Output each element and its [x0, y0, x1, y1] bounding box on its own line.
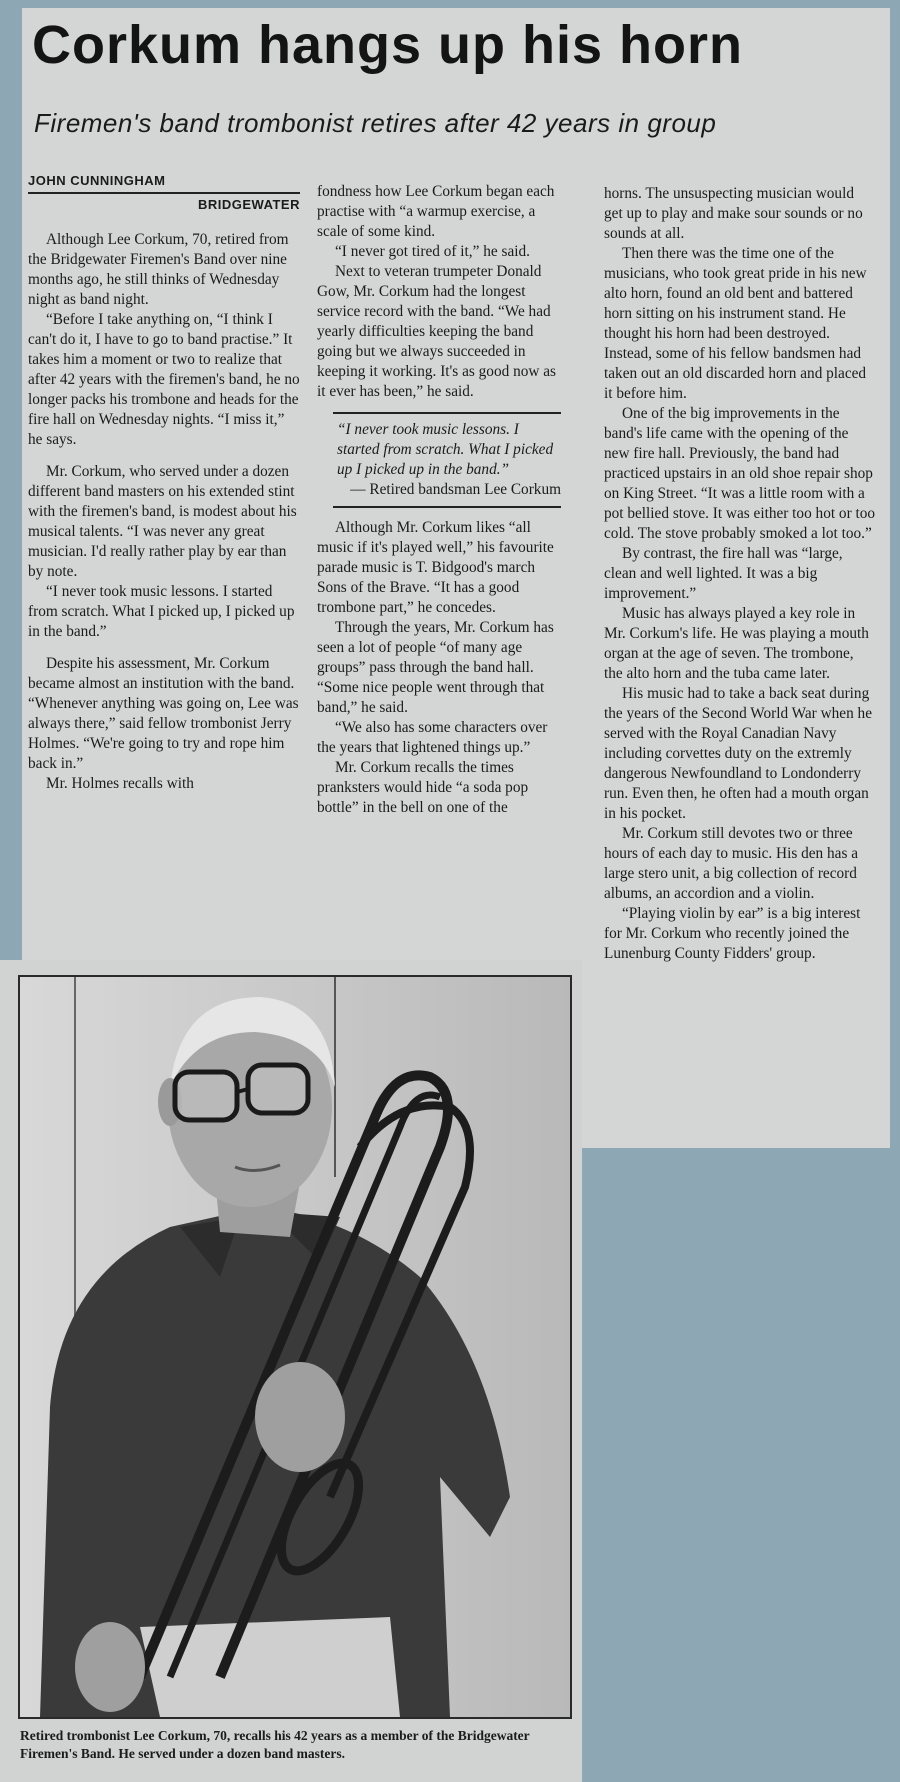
- paragraph: His music had to take a back seat during the years of the Second World War when he served with the Royal Canadian Navy including corvettes duty on the extremly dangerous Newfoundland to Londonderry run. Even then, he often had a mouth organ in his pocket.: [604, 685, 872, 822]
- paragraph: “I never took music lessons. I started from scratch. What I picked up, I picked up in the band.”: [28, 583, 295, 640]
- paragraph: Music has always played a key role in Mr. Corkum's life. He was playing a mouth organ at the age of seven. The trombone, the alto horn and the tuba came later.: [604, 605, 869, 682]
- paragraph: Despite his assessment, Mr. Corkum became almost an institution with the band. “Whenever anything was going on, Lee was always there,” said fellow trombonist Jerry Holmes. “We're going to try and rope him back in.”: [28, 655, 299, 772]
- hand-left: [75, 1622, 145, 1712]
- paragraph: Mr. Holmes recalls with: [46, 775, 194, 792]
- pull-quote-text: “I never took music lessons. I started from scratch. What I picked up I picked up in the band.”: [337, 421, 554, 478]
- byline-rule: [28, 192, 300, 194]
- paragraph: Although Mr. Corkum likes “all music if it's played well,” his favourite parade music is T. Bidgood's march Sons of the Brave. “It has a good trombone part,” he concedes.: [317, 519, 554, 616]
- hand: [255, 1362, 345, 1472]
- paragraph: “Playing violin by ear” is a big interest for Mr. Corkum who recently joined the Lunenburg County Fidders' group.: [604, 905, 861, 962]
- paragraph: Mr. Corkum recalls the times pranksters would hide “a soda pop bottle” in the bell on one of the: [317, 759, 529, 816]
- paragraph: By contrast, the fire hall was “large, clean and well lighted. It was a big improvement.”: [604, 545, 843, 602]
- paragraph: fondness how Lee Corkum began each practise with “a warmup exercise, a scale of some kind.: [317, 183, 555, 240]
- paragraph: Although Lee Corkum, 70, retired from the Bridgewater Firemen's Band over nine months ago, he still thinks of Wednesday night as band night.: [28, 231, 289, 308]
- paragraph: Then there was the time one of the musicians, who took great pride in his new alto horn, found an old bent and battered horn sitting on his instrument stand. He thought his horn had been destroyed. Instead, some of his fellow bandsmen had taken out an old discarded horn and placed it before him.: [604, 245, 867, 402]
- portrait-illustration: [20, 977, 570, 1717]
- article-column-1: [28, 172, 300, 794]
- paragraph: “Before I take anything on, “I think I can't do it, I have to go to band practise.” It takes him a moment or two to realize that after 42 years with the firemen's band, he no longer packs his trombone and heads for the fire hall on Wednesday nights. “I miss it,” he says.: [28, 311, 300, 448]
- pull-quote-attribution: — Retired bandsman Lee Corkum: [350, 481, 561, 498]
- paragraph: One of the big improvements in the band's life came with the opening of the new fire hall. Previously, the band had practiced upstairs in an old shoe repair shop on King Street. “It was a little room with a pot bellied stove. It was either too hot or too cold. The stove probably smoked a lot too.”: [604, 405, 876, 542]
- trousers: [140, 1617, 400, 1717]
- paragraph: Next to veteran trumpeter Donald Gow, Mr. Corkum had the longest service record with the band. “We had yearly difficulties keeping the band going but we always succeeded in keeping it working. It's as good now as it ever has been,” he said.: [317, 263, 556, 400]
- photo-caption: Retired trombonist Lee Corkum, 70, recalls his 42 years as a member of the Bridgewater Firemen's Band. He served under a dozen band masters.: [20, 1728, 530, 1761]
- paragraph: horns. The unsuspecting musician would get up to play and make sour sounds or no sounds at all.: [604, 185, 863, 242]
- photo: [18, 975, 572, 1719]
- paragraph: Mr. Corkum still devotes two or three hours of each day to music. His den has a large stero unit, a big collection of record albums, an accordion and a violin.: [604, 825, 859, 902]
- article-column-3: [604, 184, 876, 964]
- byline-location: BRIDGEWATER: [197, 197, 300, 212]
- headline: Corkum hangs up his horn: [32, 15, 744, 75]
- article-column-2: [317, 182, 561, 818]
- pull-quote: [333, 412, 561, 508]
- paragraph: “We also has some characters over the years that lightened things up.”: [317, 719, 548, 756]
- paragraph: Through the years, Mr. Corkum has seen a lot of people “of many age groups” pass through the band hall. “Some nice people went through that band,” he said.: [317, 619, 554, 716]
- glasses-right-lens: [248, 1065, 308, 1113]
- paragraph: Mr. Corkum, who served under a dozen different band masters on his extended stint with the firemen's band, is modest about his musical talents. “I was never any great musician. I'd really rather play by ear than by note.: [28, 463, 297, 580]
- deck-subheadline: Firemen's band trombonist retires after 42 years in group: [34, 108, 717, 138]
- byline: [28, 172, 300, 214]
- paragraph: “I never got tired of it,” he said.: [335, 243, 530, 260]
- byline-author: JOHN CUNNINGHAM: [28, 173, 166, 188]
- glasses-left-lens: [175, 1072, 237, 1120]
